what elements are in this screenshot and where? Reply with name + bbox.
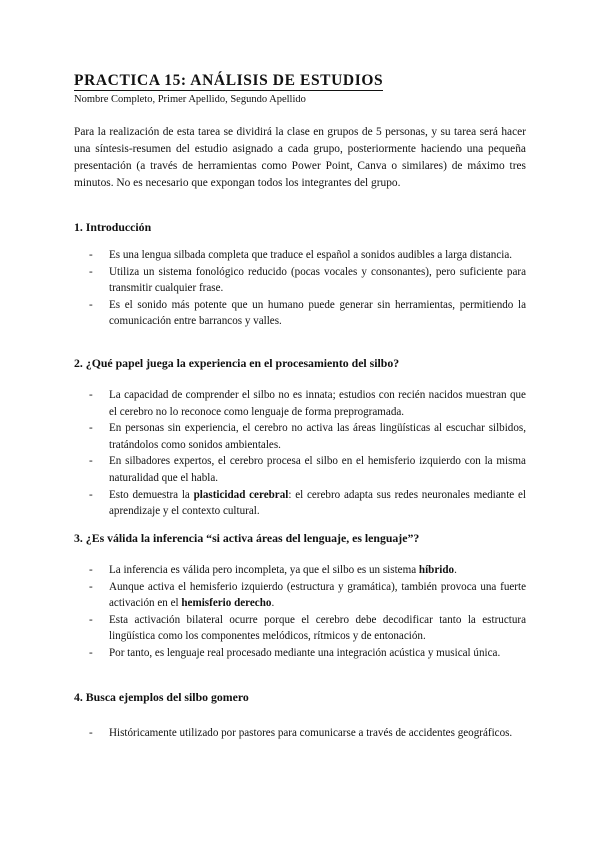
list-item: - Es una lengua silbada completa que traduce el español a sonidos audibles a larga distancia.: [74, 247, 526, 264]
list-item: - La inferencia es válida pero incompleta, ya que el silbo es un sistema híbrido.: [74, 562, 526, 579]
list-item: - Esto demuestra la plasticidad cerebral: el cerebro adapta sus redes neuronales mediante el aprendizaje y el contexto cultural.: [74, 487, 526, 520]
list-item: - Utiliza un sistema fonológico reducido (pocas vocales y consonantes), pero suficiente para transmitir cualquier frase.: [74, 264, 526, 297]
list-item: - En silbadores expertos, el cerebro procesa el silbo en el hemisferio izquierdo con la misma naturalidad que el habla.: [74, 453, 526, 486]
section-heading-3: 3. ¿Es válida la inferencia “si activa áreas del lenguaje, es lenguaje”?: [74, 531, 420, 545]
list-item: - Es el sonido más potente que un humano puede generar sin herramientas, permitiendo la comunicación entre barrancos y valles.: [74, 297, 526, 330]
author-line: Nombre Completo, Primer Apellido, Segundo Apellido: [74, 94, 306, 105]
section-2-list: [74, 387, 526, 520]
section-1-list: [74, 247, 526, 330]
section-heading-1: 1. Introducción: [74, 220, 152, 234]
list-item: - Esta activación bilateral ocurre porque el cerebro debe decodificar tanto la estructura lingüística como los componentes melódicos, rítmicos y de entonación.: [74, 612, 526, 645]
list-item: - Históricamente utilizado por pastores para comunicarse a través de accidentes geográficos.: [74, 725, 526, 742]
page-title: PRACTICA 15: ANÁLISIS DE ESTUDIOS: [74, 72, 384, 89]
intro-paragraph: Para la realización de esta tarea se dividirá la clase en grupos de 5 personas, y su tarea será hacer una síntesis-resumen del estudio asignado a cada grupo, posteriormente haciendo una pequeña presentación (a través de herramientas como Power Point, Canva o similares) de máximo tres minutos. No es necesario que expongan todos los integrantes del grupo.: [74, 126, 526, 189]
emphasis-hemisferio-derecho: hemisferio derecho: [181, 597, 272, 610]
section-heading-4: 4. Busca ejemplos del silbo gomero: [74, 690, 249, 704]
section-4-list: [74, 725, 526, 742]
emphasis-hibrido: híbrido: [418, 564, 455, 576]
section-heading-2: 2. ¿Qué papel juega la experiencia en el procesamiento del silbo?: [74, 356, 400, 370]
section-3-list: [74, 562, 526, 662]
list-item: - La capacidad de comprender el silbo no es innata; estudios con recién nacidos muestran que el cerebro no lo reconoce como lenguaje de forma preprogramada.: [74, 387, 526, 420]
list-item: - Aunque activa el hemisferio izquierdo (estructura y gramática), también provoca una fuerte activación en el hemisferio derecho.: [74, 579, 526, 612]
list-item: - En personas sin experiencia, el cerebro no activa las áreas lingüísticas al escuchar silbidos, tratándolos como sonidos ambientales.: [74, 420, 526, 453]
list-item: - Por tanto, es lenguaje real procesado mediante una integración acústica y musical única.: [74, 645, 526, 662]
emphasis-plasticidad: plasticidad cerebral: [193, 488, 289, 501]
